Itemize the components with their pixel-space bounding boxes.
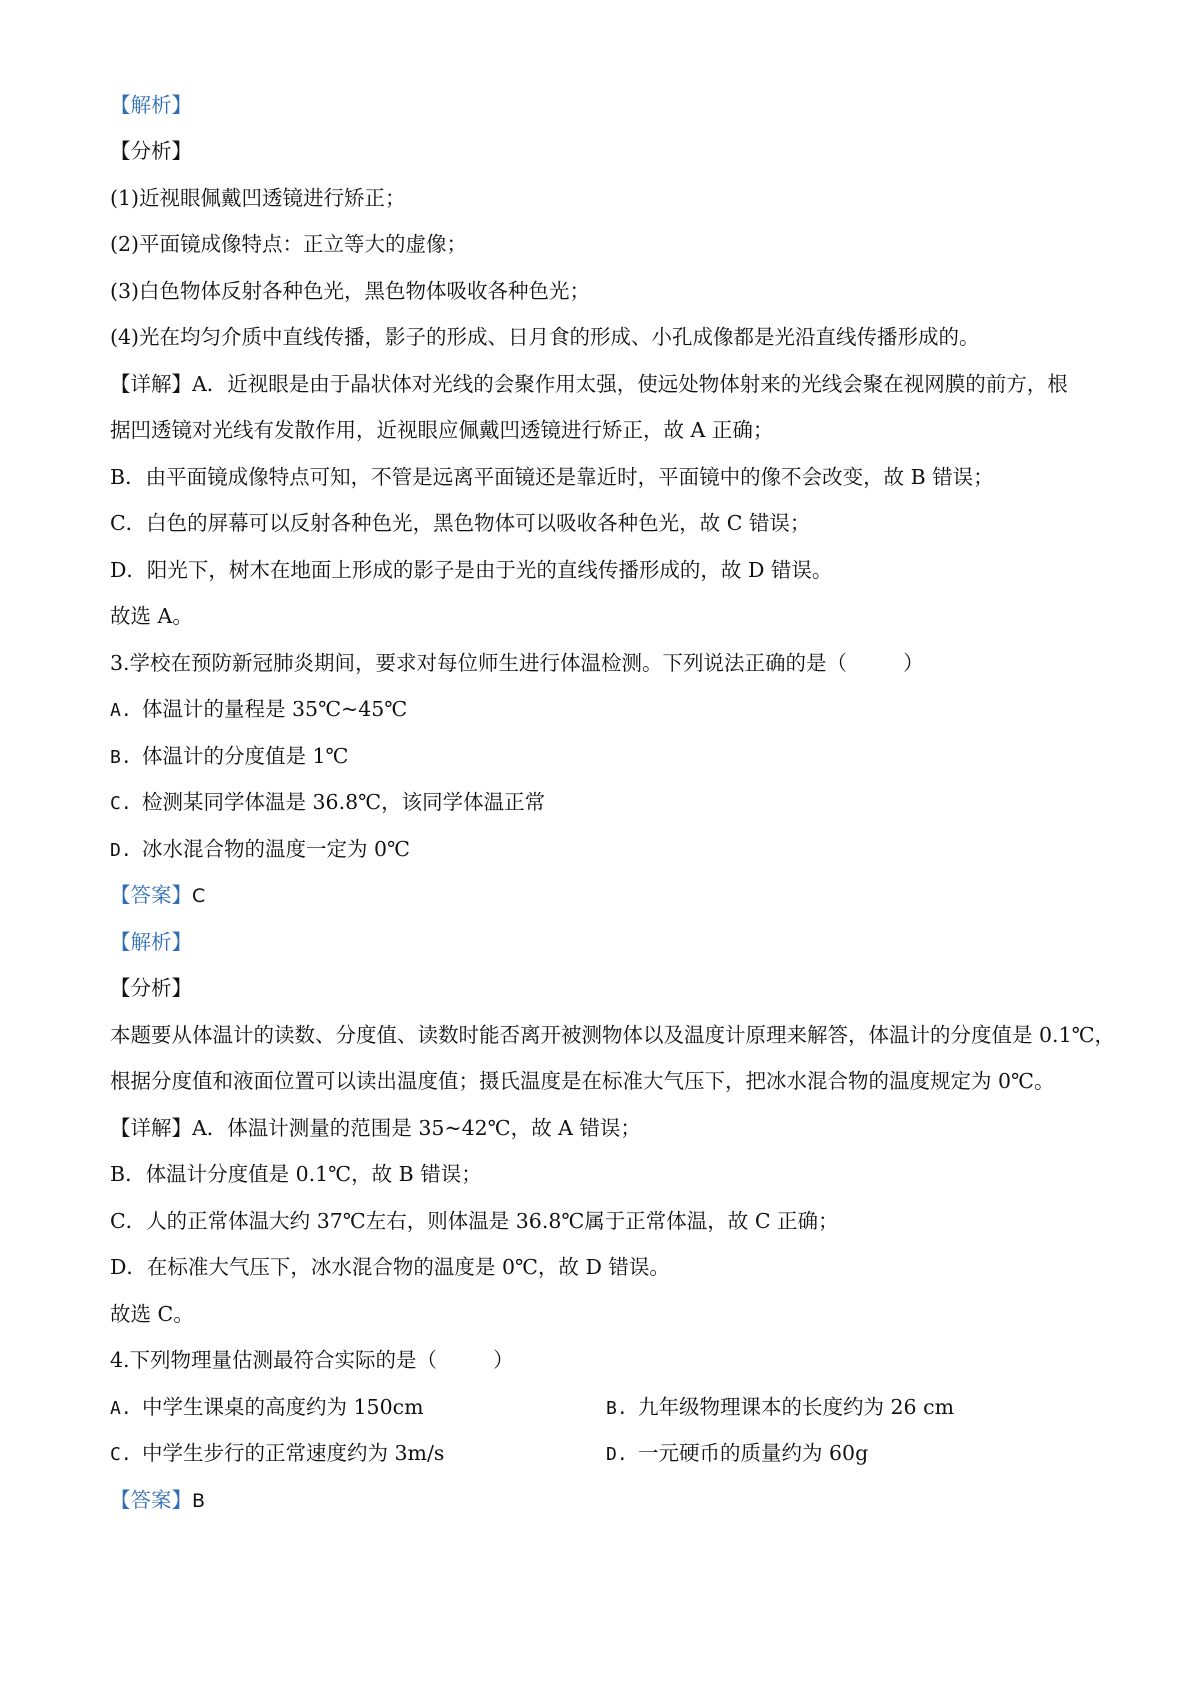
option-text: 中学生步行的正常速度约为 3m/s bbox=[142, 1441, 445, 1465]
option-letter: D. bbox=[606, 1444, 628, 1465]
option-text: 体温计的分度值是 1℃ bbox=[142, 744, 349, 768]
answer-value: B bbox=[192, 1490, 206, 1512]
q3-detail-line-2: B．体温计分度值是 0.1℃，故 B 错误； bbox=[110, 1162, 482, 1186]
q3-analysis-line-2: 根据分度值和液面位置可以读出温度值；摄氏温度是在标准大气压下，把冰水混合物的温度规定为 0℃。 bbox=[110, 1069, 1055, 1093]
q3-analysis-line-1: 本题要从体温计的读数、分度值、读数时能否离开被测物体以及温度计原理来解答，体温计的分度值是 0.1℃， bbox=[110, 1023, 1116, 1047]
question-4-stem-text: 4.下列物理量估测最符合实际的是（ bbox=[110, 1348, 438, 1372]
option-text: 冰水混合物的温度一定为 0℃ bbox=[142, 837, 410, 861]
analysis-line-3: (3)白色物体反射各种色光，黑色物体吸收各种色光； bbox=[110, 279, 591, 303]
question-3-stem-close: ） bbox=[903, 651, 924, 675]
detail-line-3: B．由平面镜成像特点可知，不管是远离平面镜还是靠近时，平面镜中的像不会改变，故 B 错误； bbox=[110, 465, 994, 489]
question-4-option-c bbox=[110, 1438, 444, 1470]
detail-line-4: C．白色的屏幕可以反射各种色光，黑色物体可以吸收各种色光，故 C 错误； bbox=[110, 511, 811, 535]
answer-label: 【答案】 bbox=[110, 1488, 192, 1512]
option-text: 中学生课桌的高度约为 150cm bbox=[142, 1395, 424, 1419]
detail-line-1: 【详解】A．近视眼是由于晶状体对光线的会聚作用太强，使远处物体射来的光线会聚在视网膜的前方，根 bbox=[110, 372, 1068, 396]
option-letter: C. bbox=[110, 793, 132, 814]
option-letter: D. bbox=[110, 840, 132, 861]
analysis-line-1: (1)近视眼佩戴凹透镜进行矫正； bbox=[110, 186, 406, 210]
jiexi-label-1: 【解析】 bbox=[110, 93, 192, 117]
question-3-stem-text: 3.学校在预防新冠肺炎期间，要求对每位师生进行体温检测。下列说法正确的是（ bbox=[110, 651, 848, 675]
option-letter: B. bbox=[606, 1398, 628, 1419]
q3-detail-line-3: C．人的正常体温大约 37℃左右，则体温是 36.8℃属于正常体温，故 C 正确； bbox=[110, 1209, 839, 1233]
analysis-line-4: (4)光在均匀介质中直线传播，影子的形成、日月食的形成、小孔成像都是光沿直线传播形成的。 bbox=[110, 325, 980, 349]
option-letter: C. bbox=[110, 1444, 132, 1465]
question-4-option-a bbox=[110, 1392, 424, 1424]
fenxi-label-1: 【分析】 bbox=[110, 139, 192, 163]
question-3-option-d bbox=[110, 834, 1110, 866]
option-text: 检测某同学体温是 36.8℃，该同学体温正常 bbox=[142, 790, 546, 814]
option-text: 九年级物理课本的长度约为 26 cm bbox=[638, 1395, 955, 1419]
q3-detail-line-1: 【详解】A．体温计测量的范围是 35~42℃，故 A 错误； bbox=[110, 1116, 641, 1140]
option-letter: A. bbox=[110, 700, 132, 721]
option-letter: B. bbox=[110, 747, 132, 768]
option-text: 一元硬币的质量约为 60g bbox=[638, 1441, 869, 1465]
question-4-stem-close: ） bbox=[493, 1348, 514, 1372]
analysis-line-2: (2)平面镜成像特点：正立等大的虚像； bbox=[110, 232, 468, 256]
conclusion-line: 故选 A。 bbox=[110, 604, 193, 628]
fenxi-label-2: 【分析】 bbox=[110, 976, 192, 1000]
question-3-answer bbox=[110, 880, 1110, 911]
detail-line-5: D．阳光下，树木在地面上形成的影子是由于光的直线传播形成的，故 D 错误。 bbox=[110, 558, 833, 582]
question-3-option-a bbox=[110, 694, 1110, 726]
question-3-option-c bbox=[110, 787, 1110, 819]
option-text: 体温计的量程是 35℃~45℃ bbox=[142, 697, 408, 721]
q3-detail-line-4: D．在标准大气压下，冰水混合物的温度是 0℃，故 D 错误。 bbox=[110, 1255, 670, 1279]
answer-value: C bbox=[192, 885, 206, 907]
question-4-option-b bbox=[606, 1392, 954, 1424]
answer-label: 【答案】 bbox=[110, 883, 192, 907]
question-4-stem bbox=[110, 1345, 1110, 1375]
question-4-answer bbox=[110, 1485, 1110, 1516]
option-letter: A. bbox=[110, 1398, 132, 1419]
question-3-stem bbox=[110, 648, 1110, 678]
jiexi-label-2: 【解析】 bbox=[110, 930, 192, 954]
detail-line-2: 据凹透镜对光线有发散作用，近视眼应佩戴凹透镜进行矫正，故 A 正确； bbox=[110, 418, 774, 442]
question-3-option-b bbox=[110, 741, 1110, 773]
q3-conclusion-line: 故选 C。 bbox=[110, 1302, 194, 1326]
question-4-option-d bbox=[606, 1438, 868, 1470]
